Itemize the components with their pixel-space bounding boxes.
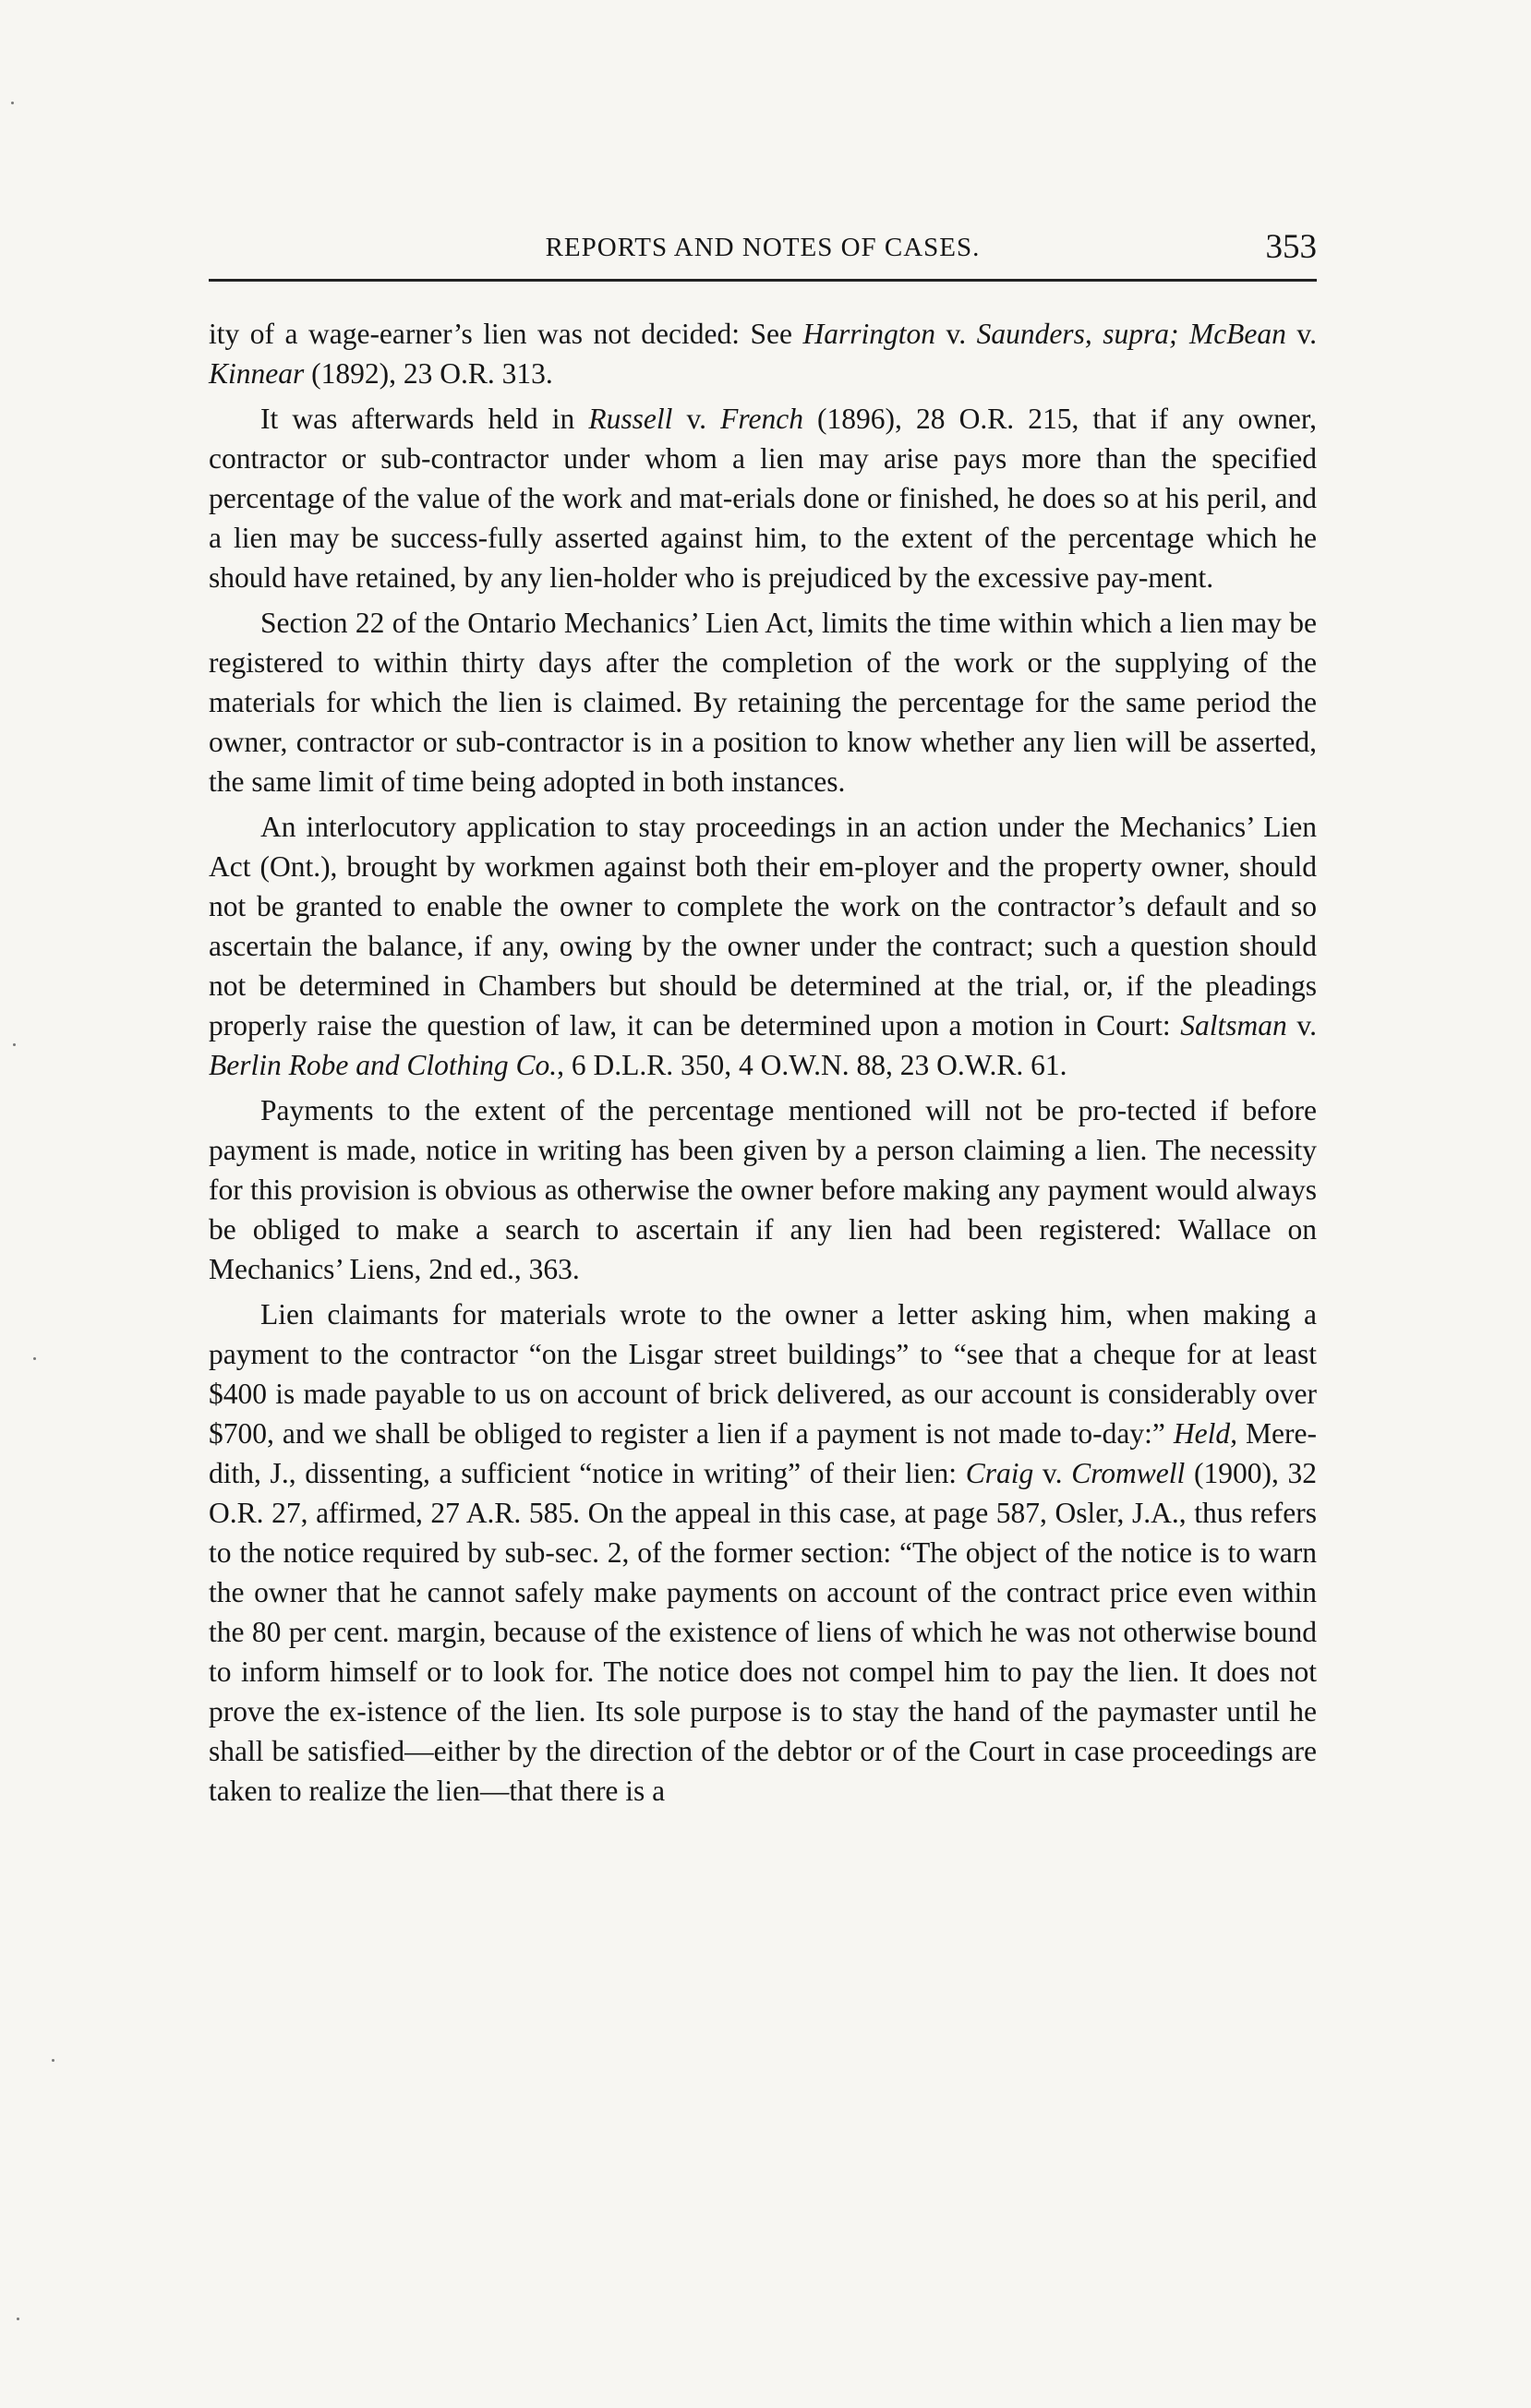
paragraph xyxy=(209,1090,1317,1289)
text-run: Lien claimants for materials wrote to the owner a letter asking him, when making a payment to the contractor “on the Lisgar street buildings” to “see that a cheque for at least $400 is made payable to us on account of brick delivered, as our account is considerably over $700, and we shall be obliged to register a lien if a payment is not made to-day:” xyxy=(209,1298,1317,1450)
text-run: v. xyxy=(1033,1457,1072,1489)
paragraph xyxy=(209,603,1317,801)
page-header xyxy=(209,229,1317,281)
running-head: REPORTS AND NOTES OF CASES. xyxy=(545,233,981,262)
text-run: Mere-dith, J., dissenting, a sufficient “notice in writing” of their lien: xyxy=(209,1417,1317,1489)
text-run: v. xyxy=(934,318,977,350)
text-run: v. xyxy=(1286,1009,1317,1041)
header-rule xyxy=(209,279,1317,282)
italic-citation: Russell xyxy=(588,403,673,435)
italic-citation: Cromwell xyxy=(1071,1457,1186,1489)
text-run: An interlocutory application to stay proceedings in an action under the Mechanics’ Lien Act (Ont.), brought by workmen against both their em-ployer and the property owner, should not be granted to enable the owner to complete the work on the contractor’s default and so ascertain the balance, if any, owing by the owner under the contract; such a question should not be determined in Chambers but should be determined at the trial, or, if the pleadings properly raise the question of law, it can be determined upon a motion in Court: xyxy=(209,811,1317,1041)
text-run: Section 22 of the Ontario Mechanics’ Lien Act, limits the time within which a lien may be registered to within thirty days after the completion of the work or the supplying of the materials for which the lien is claimed. By retaining the percentage for the same period the owner, contractor or sub-contractor is in a position to know whether any lien will be asserted, the same limit of time being adopted in both instances. xyxy=(209,607,1317,798)
paragraph xyxy=(209,399,1317,597)
italic-citation: Saunders, supra; McBean xyxy=(976,318,1286,350)
text-run: (1892), 23 O.R. 313. xyxy=(304,357,553,390)
text-run: v. xyxy=(1285,318,1317,350)
paragraph xyxy=(209,1294,1317,1811)
italic-citation: French xyxy=(720,403,803,435)
scan-speck xyxy=(52,2059,54,2062)
page-number: 353 xyxy=(1265,228,1317,266)
text-run: Payments to the extent of the percentage mentioned will not be pro-tected if before payment is made, notice in writing has been given by a person claiming a lien. The necessity for this provision is obvious as otherwise the owner before making any payment would always be obliged to make a search to ascertain if any lien had been registered: Wallace on Mechanics’ Liens, 2nd ed., 363. xyxy=(209,1094,1317,1285)
italic-citation: Berlin Robe and Clothing Co. xyxy=(209,1049,558,1081)
paragraph xyxy=(209,807,1317,1085)
text-run: It was afterwards held in xyxy=(260,403,589,435)
italic-citation: Harrington xyxy=(802,318,935,350)
italic-citation: Craig xyxy=(965,1457,1034,1489)
paragraph xyxy=(209,314,1317,393)
italic-citation: Saltsman xyxy=(1180,1009,1287,1041)
text-run: v. xyxy=(672,403,721,435)
text-run: (1900), 32 O.R. 27, affirmed, 27 A.R. 585. On the appeal in this case, at page 587, Osler, J.A., thus refers to the notice required by sub-sec. 2, of the former section: “The object of the notice is to warn the owner that he cannot safely make payments on account of the contract price even within the 80 per cent. margin, because of the existence of liens of which he was not otherwise bound to inform himself or to look for. The notice does not compel him to pay the lien. It does not prove the ex-istence of the lien. Its sole purpose is to stay the hand of the paymaster until he shall be satisfied—either by the direction of the debtor or of the Court in case proceedings are taken to realize the lien—that there is a xyxy=(209,1457,1317,1807)
body-text xyxy=(209,314,1317,1816)
scan-speck xyxy=(13,1043,16,1046)
scan-speck xyxy=(33,1357,36,1360)
text-run: (1896), 28 O.R. 215, that if any owner, contractor or sub-contractor under whom a lien may arise pays more than the specified percentage of the value of the work and mat-erials done or finished, he does so at his peril, and a lien may be success-fully asserted against him, to the extent of the percentage which he should have retained, by any lien-holder who is prejudiced by the excessive pay-ment. xyxy=(209,403,1317,594)
text-run: ity of a wage-earner’s lien was not decided: See xyxy=(209,318,803,350)
italic-citation: Held, xyxy=(1173,1417,1238,1450)
scan-speck xyxy=(17,2318,19,2320)
text-run: , 6 D.L.R. 350, 4 O.W.N. 88, 23 O.W.R. 61. xyxy=(557,1049,1067,1081)
scan-speck xyxy=(11,102,14,104)
italic-citation: Kinnear xyxy=(209,357,305,390)
